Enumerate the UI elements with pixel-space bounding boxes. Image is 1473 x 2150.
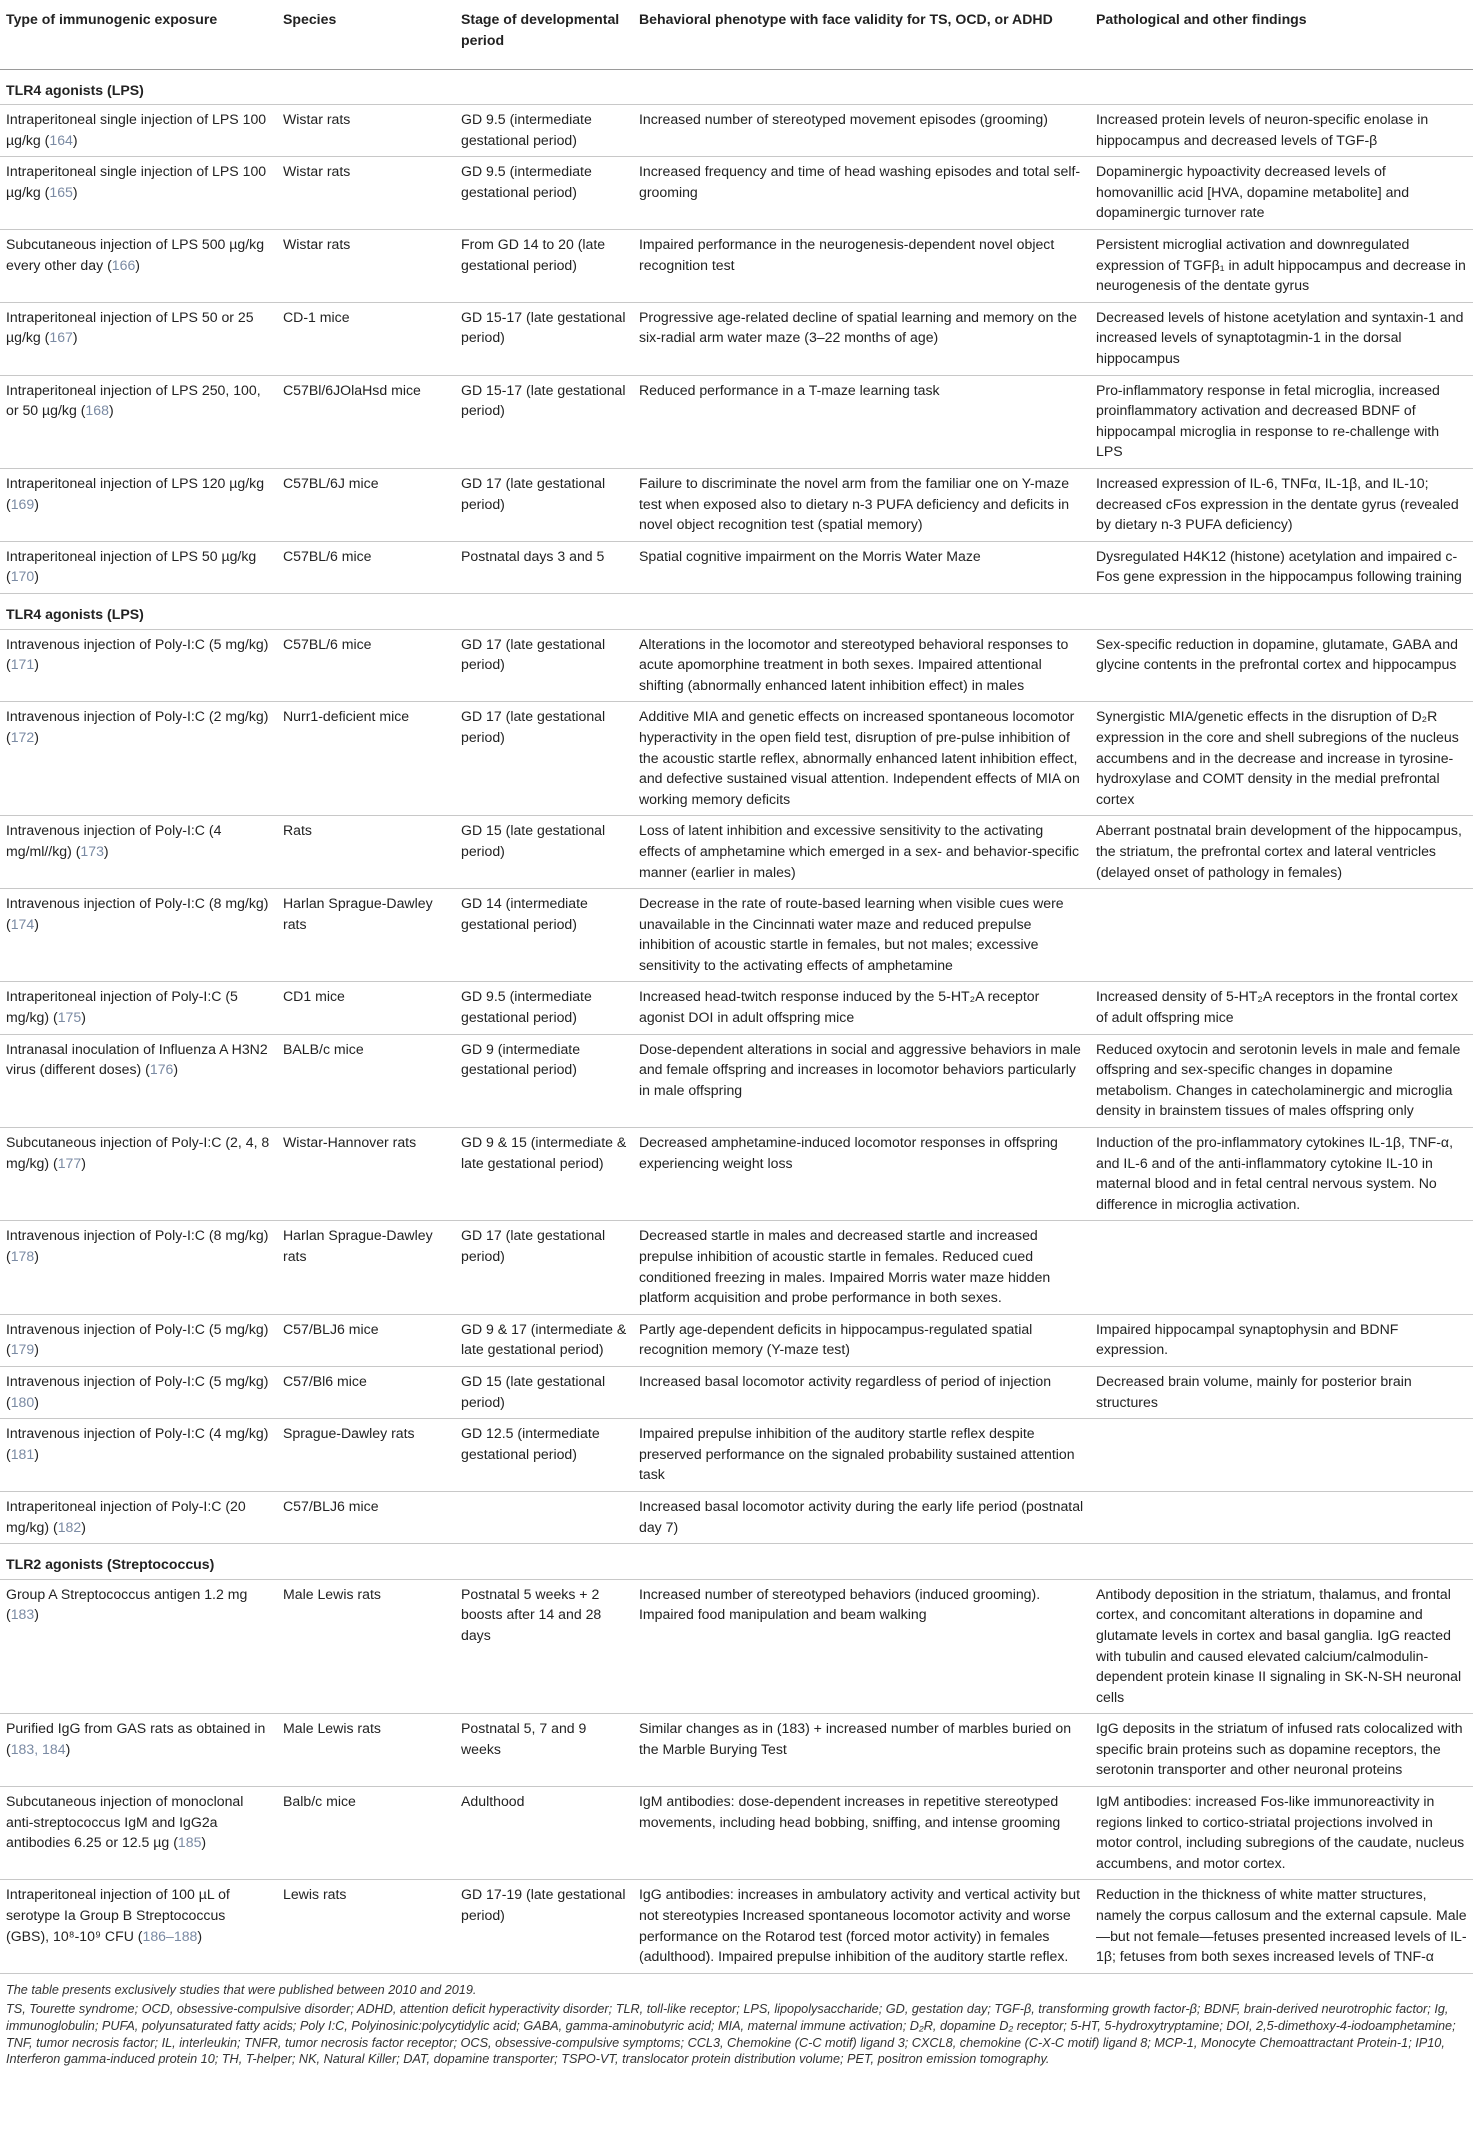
footnote-scope: The table presents exclusively studies that were published between 2010 and 2019. bbox=[6, 1982, 477, 1997]
cell-behavior: Failure to discriminate the novel arm from the familiar one on Y-maze test when exposed also to dietary n-3 PUFA deficiency and deficits in novel object recognition test (spatial memory) bbox=[633, 469, 1090, 542]
cell-species: C57/BLJ6 mice bbox=[277, 1491, 455, 1543]
cell-behavior: Increased basal locomotor activity during the early life period (postnatal day 7) bbox=[633, 1491, 1090, 1543]
cell-stage bbox=[455, 1491, 633, 1543]
footnote-abbreviations: TS, Tourette syndrome; OCD, obsessive-compulsive disorder; ADHD, attention deficit hyperactivity disorder; TLR, toll-like receptor; LPS, lipopolysaccharide; GD, gestation day; TGF-β, transforming growth factor-β; BDNF, brain-derived neurotrophic factor; Ig, immunoglobulin; PUFA, polyunsaturated fatty acids; Poly I:C, Polyinosinic:polycytidylic acid; GABA, gamma-aminobutyric acid; MIA, maternal immune activation; D₂R, dopamine D₂ receptor; 5-HT, 5-hydroxytryptamine; DOI, 2,5-dimethoxy-4-iodoamphetamine; TNF, tumor necrosis factor; IL, interleukin; TNFR, tumor necrosis factor receptor; OCS, obsessive-compulsive symptoms; CCL3, Chemokine (C-C motif) ligand 3; CXCL8, chemokine (C-X-C motif) ligand 8; MCP-1, Monocyte Chemoattractant Protein-1; IP10, Interferon gamma-induced protein 10; TH, T-helper; NK, Natural Killer; DAT, dopamine transporter; TSPO-VT, translocator protein distribution volume; PET, positron emission tomography. bbox=[6, 2002, 1456, 2067]
cell-pathology: Increased density of 5-HT₂A receptors in the frontal cortex of adult offspring mice bbox=[1090, 982, 1473, 1034]
header-row bbox=[0, 0, 1473, 69]
table-row bbox=[0, 1128, 1473, 1221]
cell-behavior: Increased basal locomotor activity regardless of period of injection bbox=[633, 1366, 1090, 1418]
exposure-text: Intraperitoneal injection of Poly-I:C (20 mg/kg) bbox=[6, 1497, 246, 1535]
cell-stage: GD 9 & 17 (intermediate & late gestational period) bbox=[455, 1314, 633, 1366]
header-pathology: Pathological and other findings bbox=[1090, 0, 1473, 69]
table-row bbox=[0, 816, 1473, 889]
ref-close: ) bbox=[201, 1834, 207, 1851]
cell-pathology: Dopaminergic hypoactivity decreased levels of homovanillic acid [HVA, dopamine metabolite] and dopaminergic turnover rate bbox=[1090, 157, 1473, 230]
cell-stage: GD 9.5 (intermediate gestational period) bbox=[455, 982, 633, 1034]
cell-species: C57/BLJ6 mice bbox=[277, 1314, 455, 1366]
exposure-text: Intraperitoneal single injection of LPS 100 µg/kg bbox=[6, 111, 267, 148]
cell-behavior: Impaired performance in the neurogenesis-dependent novel object recognition test bbox=[633, 230, 1090, 303]
header-species: Species bbox=[277, 0, 455, 69]
cell-pathology: Increased expression of IL-6, TNFα, IL-1β, and IL-10; decreased cFos expression in the dentate gyrus (revealed by dietary n-3 PUFA deficiency) bbox=[1090, 469, 1473, 542]
reference-link[interactable]: 181 bbox=[10, 1445, 35, 1462]
exposure-text: Intranasal inoculation of Influenza A H3N2 virus (different doses) bbox=[6, 1040, 268, 1078]
ref-open: ( bbox=[6, 728, 11, 745]
cell-pathology: Pro-inflammatory response in fetal microglia, increased proinflammatory activation and decreased BDNF of hippocampal microglia in response to re-challenge with LPS bbox=[1090, 375, 1473, 468]
cell-behavior: Similar changes as in (183) + increased number of marbles buried on the Marble Burying Test bbox=[633, 1714, 1090, 1787]
exposure-text: Intravenous injection of Poly-I:C (5 mg/kg) bbox=[6, 1320, 269, 1337]
header-stage: Stage of developmental period bbox=[455, 0, 633, 69]
cell-behavior: Dose-dependent alterations in social and aggressive behaviors in male and female offspring and increases in locomotor behaviors particularly in male offspring bbox=[633, 1034, 1090, 1127]
ref-open: ( bbox=[49, 1518, 58, 1535]
cell-species: Nurr1-deficient mice bbox=[277, 702, 455, 816]
exposure-text: Subcutaneous injection of LPS 500 µg/kg every other day bbox=[6, 236, 265, 273]
cell-pathology bbox=[1090, 1419, 1473, 1492]
ref-close: ) bbox=[81, 1154, 86, 1171]
ref-open: ( bbox=[6, 1606, 11, 1623]
cell-stage: Postnatal 5 weeks + 2 boosts after 14 and 28 days bbox=[455, 1579, 633, 1714]
cell-pathology: Decreased levels of histone acetylation and syntaxin-1 and increased levels of synaptotagmin-1 in the dorsal hippocampus bbox=[1090, 302, 1473, 375]
ref-close: ) bbox=[34, 1341, 39, 1358]
cell-stage: GD 17 (late gestational period) bbox=[455, 629, 633, 702]
cell-species: C57/Bl6 mice bbox=[277, 1366, 455, 1418]
reference-link[interactable]: 171 bbox=[10, 656, 35, 673]
cell-behavior: Alterations in the locomotor and stereotyped behavioral responses to acute apomorphine treatment in both sexes. Impaired attentional shifting (abnormally enhanced latent inhibition effect) in males bbox=[633, 629, 1090, 702]
ref-open: ( bbox=[49, 1154, 58, 1171]
table-row bbox=[0, 1491, 1473, 1543]
cell-stage: GD 12.5 (intermediate gestational period) bbox=[455, 1419, 633, 1492]
ref-close: ) bbox=[72, 329, 78, 346]
ref-open: ( bbox=[6, 495, 11, 512]
cell-species: Sprague-Dawley rats bbox=[277, 1419, 455, 1492]
cell-pathology: Reduction in the thickness of white matter structures, namely the corpus callosum and the external capsule. Male—but not female—fetuses presented increased levels of IL-1β; fetuses from both sexes increased levels of TNF-α bbox=[1090, 1880, 1473, 1973]
ref-close: ) bbox=[81, 1518, 86, 1535]
exposure-text: Subcutaneous injection of monoclonal anti-streptococcus IgM and IgG2a antibodies 6.25 or 12.5 µg bbox=[6, 1793, 244, 1851]
cell-stage: GD 15-17 (late gestational period) bbox=[455, 375, 633, 468]
cell-exposure bbox=[0, 1314, 277, 1366]
ref-close: ) bbox=[34, 1393, 39, 1410]
ref-open: ( bbox=[133, 1927, 143, 1944]
cell-pathology: Sex-specific reduction in dopamine, glutamate, GABA and glycine contents in the prefrontal cortex and hippocampus bbox=[1090, 629, 1473, 702]
cell-stage: GD 15-17 (late gestational period) bbox=[455, 302, 633, 375]
header-behavior: Behavioral phenotype with face validity for TS, OCD, or ADHD bbox=[633, 0, 1090, 69]
cell-pathology bbox=[1090, 1221, 1473, 1314]
exposure-text: Intravenous injection of Poly-I:C (2 mg/kg) bbox=[6, 708, 269, 725]
ref-close: ) bbox=[34, 495, 39, 512]
ref-close: ) bbox=[34, 1606, 39, 1623]
cell-behavior: Additive MIA and genetic effects on increased spontaneous locomotor hyperactivity in the open field test, disruption of pre-pulse inhibition of the acoustic startle reflex, abnormally enhanced latent inhibition effect, and defective sustained visual attention. Independent effects of MIA on working memory deficits bbox=[633, 702, 1090, 816]
cell-exposure bbox=[0, 629, 277, 702]
ref-open: ( bbox=[6, 915, 11, 932]
cell-stage: GD 14 (intermediate gestational period) bbox=[455, 889, 633, 982]
cell-species: Balb/c mice bbox=[277, 1787, 455, 1880]
cell-behavior: Impaired prepulse inhibition of the auditory startle reflex despite preserved performance on the signaled probability sustained attention task bbox=[633, 1419, 1090, 1492]
ref-close: ) bbox=[34, 656, 39, 673]
ref-close: ) bbox=[173, 1061, 179, 1078]
reference-link[interactable]: 173 bbox=[80, 842, 104, 859]
reference-link[interactable]: 167 bbox=[49, 329, 73, 346]
ref-close: ) bbox=[135, 256, 140, 273]
cell-behavior: IgG antibodies: increases in ambulatory activity and vertical activity but not stereotypies Increased spontaneous locomotor activity and worse performance on the Rotarod test (forced motor activity) in females (adulthood). Impaired prepulse inhibition of the auditory startle reflex. bbox=[633, 1880, 1090, 1973]
cell-exposure bbox=[0, 702, 277, 816]
ref-open: ( bbox=[49, 1009, 58, 1026]
cell-behavior: Increased number of stereotyped behaviors (induced grooming). Impaired food manipulation and beam walking bbox=[633, 1579, 1090, 1714]
cell-behavior: Increased frequency and time of head washing episodes and total self-grooming bbox=[633, 157, 1090, 230]
cell-behavior: Decrease in the rate of route-based learning when visible cues were unavailable in the Cincinnati water maze and reduced prepulse inhibition of acoustic startle in females, but not males; excessive sensitivity to the activating effects of amphetamine bbox=[633, 889, 1090, 982]
cell-pathology: Antibody deposition in the striatum, thalamus, and frontal cortex, and concomitant alterations in dopamine and glutamate levels in cortex and basal ganglia. IgG reacted with tubulin and caused elevated calcium/calmodulin-dependent protein kinase II signaling in SK-N-SH neuronal cells bbox=[1090, 1579, 1473, 1714]
reference-link[interactable]: 177 bbox=[57, 1154, 82, 1171]
table-row bbox=[0, 702, 1473, 816]
table-row bbox=[0, 1221, 1473, 1314]
cell-pathology: IgG deposits in the striatum of infused rats colocalized with specific brain proteins such as dopamine receptors, the serotonin transporter and other neuronal proteins bbox=[1090, 1714, 1473, 1787]
ref-open: ( bbox=[6, 656, 11, 673]
exposure-text: Intraperitoneal single injection of LPS 100 µg/kg bbox=[6, 163, 267, 200]
cell-species: Wistar rats bbox=[277, 105, 455, 157]
section-title: TLR4 agonists (LPS) bbox=[0, 69, 1473, 105]
ref-close: ) bbox=[34, 568, 39, 585]
ref-open: ( bbox=[40, 183, 50, 200]
ref-close: ) bbox=[34, 1445, 39, 1462]
reference-link[interactable]: 185 bbox=[177, 1834, 202, 1851]
reference-link[interactable]: 178 bbox=[10, 1248, 35, 1264]
reference-link[interactable]: 172 bbox=[10, 728, 35, 745]
cell-pathology: Aberrant postnatal brain development of the hippocampus, the striatum, the prefrontal cortex and lateral ventricles (delayed onset of pathology in females) bbox=[1090, 816, 1473, 889]
table-body bbox=[0, 69, 1473, 1973]
section-title: TLR4 agonists (LPS) bbox=[0, 593, 1473, 629]
reference-link[interactable]: 165 bbox=[49, 183, 73, 200]
cell-stage: GD 17-19 (late gestational period) bbox=[455, 1880, 633, 1973]
table-row bbox=[0, 889, 1473, 982]
cell-species: Wistar rats bbox=[277, 230, 455, 303]
cell-pathology: Reduced oxytocin and serotonin levels in male and female offspring and sex-specific changes in dopamine metabolism. Changes in catecholaminergic and microglia density in brainstem tissues of males offspring only bbox=[1090, 1034, 1473, 1127]
cell-exposure bbox=[0, 889, 277, 982]
cell-behavior: Loss of latent inhibition and excessive sensitivity to the activating effects of amphetamine which emerged in a sex- and behavior-specific manner (earlier in males) bbox=[633, 816, 1090, 889]
cell-exposure bbox=[0, 105, 277, 157]
cell-species: C57BL/6 mice bbox=[277, 629, 455, 702]
exposure-text: Intravenous injection of Poly-I:C (8 mg/kg) bbox=[6, 1227, 269, 1244]
ref-open: ( bbox=[6, 568, 11, 585]
cell-species: CD1 mice bbox=[277, 982, 455, 1034]
ref-open: ( bbox=[6, 1393, 11, 1410]
cell-species: Lewis rats bbox=[277, 1880, 455, 1973]
cell-stage: GD 17 (late gestational period) bbox=[455, 1221, 633, 1314]
ref-open: ( bbox=[40, 329, 50, 346]
cell-exposure bbox=[0, 230, 277, 303]
ref-close: ) bbox=[34, 915, 39, 932]
cell-species: BALB/c mice bbox=[277, 1034, 455, 1127]
cell-stage: GD 9 (intermediate gestational period) bbox=[455, 1034, 633, 1127]
cell-exposure bbox=[0, 1128, 277, 1221]
cell-behavior: Decreased amphetamine-induced locomotor responses in offspring experiencing weight loss bbox=[633, 1128, 1090, 1221]
cell-species: Wistar-Hannover rats bbox=[277, 1128, 455, 1221]
header-exposure: Type of immunogenic exposure bbox=[0, 0, 277, 69]
reference-link[interactable]: 168 bbox=[85, 402, 109, 419]
cell-exposure bbox=[0, 1579, 277, 1714]
reference-link[interactable]: 186–188 bbox=[142, 1927, 198, 1944]
ref-open: ( bbox=[71, 842, 81, 859]
cell-stage: Postnatal days 3 and 5 bbox=[455, 541, 633, 593]
exposure-text: Intravenous injection of Poly-I:C (5 mg/kg) bbox=[6, 635, 269, 652]
table-row bbox=[0, 230, 1473, 303]
ref-close: ) bbox=[65, 1740, 71, 1757]
table-row bbox=[0, 1419, 1473, 1492]
cell-exposure bbox=[0, 1880, 277, 1973]
cell-behavior: Spatial cognitive impairment on the Morris Water Maze bbox=[633, 541, 1090, 593]
exposure-text: Intravenous injection of Poly-I:C (8 mg/kg) bbox=[6, 895, 269, 912]
exposure-text: Intraperitoneal injection of LPS 50 µg/kg bbox=[6, 547, 257, 564]
reference-link[interactable]: 170 bbox=[10, 568, 35, 585]
ref-close: ) bbox=[197, 1927, 203, 1944]
exposure-text: Subcutaneous injection of Poly-I:C (2, 4, 8 mg/kg) bbox=[6, 1134, 270, 1171]
ref-open: ( bbox=[6, 1740, 11, 1757]
ref-close: ) bbox=[34, 728, 39, 745]
cell-stage: GD 15 (late gestational period) bbox=[455, 1366, 633, 1418]
cell-species: Male Lewis rats bbox=[277, 1579, 455, 1714]
cell-species: Rats bbox=[277, 816, 455, 889]
table-footnotes bbox=[0, 1974, 1473, 2068]
cell-exposure bbox=[0, 157, 277, 230]
table-row bbox=[0, 302, 1473, 375]
cell-pathology: Synergistic MIA/genetic effects in the disruption of D₂R expression in the core and shell subregions of the nucleus accumbens and in the decrease and increase in tyrosine-hydroxylase and COMT density in the medial prefrontal cortex bbox=[1090, 702, 1473, 816]
table-row bbox=[0, 1787, 1473, 1880]
cell-behavior: Partly age-dependent deficits in hippocampus-regulated spatial recognition memory (Y-maze test) bbox=[633, 1314, 1090, 1366]
cell-behavior: Increased number of stereotyped movement episodes (grooming) bbox=[633, 105, 1090, 157]
table-row bbox=[0, 1314, 1473, 1366]
table-row bbox=[0, 541, 1473, 593]
cell-pathology: Induction of the pro-inflammatory cytokines IL-1β, TNF-α, and IL-6 and of the anti-inflammatory cytokine IL-10 in maternal blood and in fetal central nervous system. No difference in microglia activation. bbox=[1090, 1128, 1473, 1221]
table-row bbox=[0, 1579, 1473, 1714]
cell-pathology bbox=[1090, 889, 1473, 982]
cell-pathology: Increased protein levels of neuron-specific enolase in hippocampus and decreased levels of TGF-β bbox=[1090, 105, 1473, 157]
section-heading-row bbox=[0, 69, 1473, 105]
ref-open: ( bbox=[40, 131, 50, 148]
cell-stage: GD 9.5 (intermediate gestational period) bbox=[455, 105, 633, 157]
reference-link[interactable]: 183 bbox=[10, 1606, 35, 1623]
reference-link[interactable]: 166 bbox=[111, 256, 136, 273]
reference-link[interactable]: 183, 184 bbox=[10, 1740, 66, 1757]
cell-exposure bbox=[0, 1034, 277, 1127]
cell-stage: GD 15 (late gestational period) bbox=[455, 816, 633, 889]
table-row bbox=[0, 982, 1473, 1034]
cell-species: CD-1 mice bbox=[277, 302, 455, 375]
reference-link[interactable]: 174 bbox=[10, 915, 35, 932]
table-row bbox=[0, 1880, 1473, 1973]
cell-stage: GD 9.5 (intermediate gestational period) bbox=[455, 157, 633, 230]
ref-open: ( bbox=[76, 402, 86, 419]
ref-close: ) bbox=[72, 131, 78, 148]
cell-pathology: Impaired hippocampal synaptophysin and BDNF expression. bbox=[1090, 1314, 1473, 1366]
table-row bbox=[0, 469, 1473, 542]
table-row bbox=[0, 1714, 1473, 1787]
reference-link[interactable]: 175 bbox=[57, 1009, 82, 1026]
table-row bbox=[0, 1366, 1473, 1418]
cell-pathology: IgM antibodies: increased Fos-like immunoreactivity in regions linked to cortico-striatal projections involved in motor control, including subregions of the caudate, nucleus accumbens, and motor cortex. bbox=[1090, 1787, 1473, 1880]
cell-exposure bbox=[0, 1366, 277, 1418]
section-heading-row bbox=[0, 1544, 1473, 1580]
reference-link[interactable]: 164 bbox=[49, 131, 73, 148]
exposure-text: Intraperitoneal injection of Poly-I:C (5 mg/kg) bbox=[6, 988, 238, 1026]
reference-link[interactable]: 180 bbox=[10, 1393, 35, 1410]
cell-stage: GD 17 (late gestational period) bbox=[455, 469, 633, 542]
cell-stage: Adulthood bbox=[455, 1787, 633, 1880]
cell-behavior: Progressive age-related decline of spatial learning and memory on the six-radial arm water maze (3–22 months of age) bbox=[633, 302, 1090, 375]
cell-species: Male Lewis rats bbox=[277, 1714, 455, 1787]
cell-exposure bbox=[0, 1787, 277, 1880]
cell-stage: GD 17 (late gestational period) bbox=[455, 702, 633, 816]
cell-exposure bbox=[0, 1714, 277, 1787]
cell-pathology: Decreased brain volume, mainly for posterior brain structures bbox=[1090, 1366, 1473, 1418]
cell-stage: GD 9 & 15 (intermediate & late gestational period) bbox=[455, 1128, 633, 1221]
section-title: TLR2 agonists (Streptococcus) bbox=[0, 1544, 1473, 1580]
cell-behavior: Increased head-twitch response induced by the 5-HT₂A receptor agonist DOI in adult offspring mice bbox=[633, 982, 1090, 1034]
cell-pathology: Persistent microglial activation and downregulated expression of TGFβ₁ in adult hippocampus and decrease in neurogenesis of the dentate gyrus bbox=[1090, 230, 1473, 303]
cell-exposure bbox=[0, 816, 277, 889]
ref-close: ) bbox=[72, 183, 78, 200]
cell-stage: From GD 14 to 20 (late gestational period) bbox=[455, 230, 633, 303]
reference-link[interactable]: 169 bbox=[10, 495, 35, 512]
cell-exposure bbox=[0, 1419, 277, 1492]
cell-pathology: Dysregulated H4K12 (histone) acetylation and impaired c-Fos gene expression in the hippocampus following training bbox=[1090, 541, 1473, 593]
exposure-text: Intraperitoneal injection of LPS 120 µg/kg bbox=[6, 475, 265, 491]
ref-open: ( bbox=[6, 1341, 11, 1358]
ref-open: ( bbox=[6, 1248, 11, 1264]
cell-species: C57Bl/6JOlaHsd mice bbox=[277, 375, 455, 468]
cell-species: C57BL/6 mice bbox=[277, 541, 455, 593]
exposure-text: Intraperitoneal injection of LPS 250, 100, or 50 µg/kg bbox=[6, 381, 261, 419]
cell-pathology bbox=[1090, 1491, 1473, 1543]
ref-close: ) bbox=[81, 1009, 86, 1026]
ref-open: ( bbox=[6, 1445, 11, 1462]
cell-exposure bbox=[0, 469, 277, 542]
table-row bbox=[0, 1034, 1473, 1127]
cell-stage: Postnatal 5, 7 and 9 weeks bbox=[455, 1714, 633, 1787]
ref-open: ( bbox=[103, 256, 112, 273]
exposure-text: Intraperitoneal injection of LPS 50 or 25 µg/kg bbox=[6, 308, 254, 346]
exposure-text: Intravenous injection of Poly-I:C (4 mg/kg) bbox=[6, 1425, 269, 1442]
ref-open: ( bbox=[169, 1834, 178, 1851]
reference-link[interactable]: 176 bbox=[149, 1061, 174, 1078]
cell-exposure bbox=[0, 1221, 277, 1314]
exposure-text: Group A Streptococcus antigen 1.2 mg bbox=[6, 1585, 248, 1602]
cell-exposure bbox=[0, 375, 277, 468]
reference-link[interactable]: 182 bbox=[57, 1518, 82, 1535]
reference-link[interactable]: 179 bbox=[10, 1341, 35, 1358]
exposure-text: Intravenous injection of Poly-I:C (4 mg/ml//kg) bbox=[6, 822, 222, 859]
exposure-text: Intraperitoneal injection of 100 µL of serotype Ia Group B Streptococcus (GBS), 10⁸-10⁹ CFU bbox=[6, 1886, 230, 1944]
table-row bbox=[0, 105, 1473, 157]
exposure-text: Intravenous injection of Poly-I:C (5 mg/kg) bbox=[6, 1372, 269, 1389]
ref-open: ( bbox=[141, 1061, 150, 1078]
section-heading-row bbox=[0, 593, 1473, 629]
cell-behavior: Reduced performance in a T-maze learning task bbox=[633, 375, 1090, 468]
table-row bbox=[0, 157, 1473, 230]
ref-close: ) bbox=[103, 842, 109, 859]
cell-behavior: IgM antibodies: dose-dependent increases in repetitive stereotyped movements, including head bobbing, sniffing, and intense grooming bbox=[633, 1787, 1090, 1880]
cell-behavior: Decreased startle in males and decreased startle and increased prepulse inhibition of acoustic startle in females. Reduced cued conditioned freezing in males. Impaired Morris water maze hidden platform acquisition and probe performance in both sexes. bbox=[633, 1221, 1090, 1314]
cell-species: Wistar rats bbox=[277, 157, 455, 230]
cell-exposure bbox=[0, 982, 277, 1034]
cell-exposure bbox=[0, 302, 277, 375]
cell-exposure bbox=[0, 1491, 277, 1543]
table-row bbox=[0, 375, 1473, 468]
cell-species: C57BL/6J mice bbox=[277, 469, 455, 542]
cell-species: Harlan Sprague-Dawley rats bbox=[277, 1221, 455, 1314]
cell-exposure bbox=[0, 541, 277, 593]
exposure-text: Purified IgG from GAS rats as obtained in bbox=[6, 1720, 266, 1737]
table-row bbox=[0, 629, 1473, 702]
ref-close: ) bbox=[34, 1248, 39, 1264]
cell-species: Harlan Sprague-Dawley rats bbox=[277, 889, 455, 982]
ref-close: ) bbox=[108, 402, 114, 419]
